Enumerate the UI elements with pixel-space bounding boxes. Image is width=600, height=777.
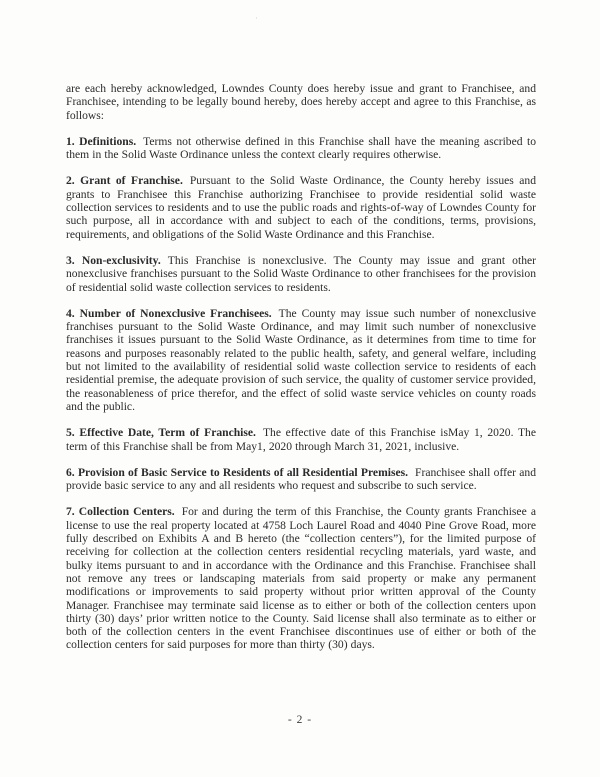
paragraph-text: Terms not otherwise defined in this Franchise shall have the meaning ascribed to them in the Solid Waste Ordinance unless the context clearly requires otherwise. — [66, 134, 536, 162]
paragraph — [66, 307, 536, 413]
document-body — [66, 82, 536, 665]
paragraph-text: Pursuant to the Solid Waste Ordinance, the County hereby issues and grants to Franchisee this Franchise authorizing Franchisee to provide residential solid waste collection services to residents and to use the public roads and rights-of-way of Lowndes County for such purpose, all in accordance with and subject to each of the conditions, terms, provisions, requirements, and obligations of the Solid Waste Ordinance and this Franchise. — [66, 174, 537, 241]
paragraph-heading: 4. Number of Nonexclusive Franchisees. — [66, 306, 272, 320]
paragraph-heading: 5. Effective Date, Term of Franchise. — [66, 426, 256, 440]
paragraph-text: are each hereby acknowledged, Lowndes County does hereby issue and grant to Franchisee, and Franchisee, intending to be legally bound hereby, does hereby accept and agree to this Franchise, as follows: — [66, 82, 536, 122]
paragraph — [66, 254, 536, 294]
paragraph-text: The County may issue such number of nonexclusive franchises pursuant to the Solid Waste Ordinance, and may limit such number of nonexclusive franchises it issues pursuant to the Solid Waste Ordinance, as it determines from time to time for reasons and purposes reasonably related to the public health, safety, and general welfare, including but not limited to the availability of residential solid waste collection service to residents of each residential premise, the adequate provision of such service, the quality of customer service provided, the reasonableness of price therefor, and the effect of solid waste service vehicles on county roads and the public. — [66, 306, 536, 413]
paragraph — [66, 466, 536, 493]
paragraph-text: Franchisee shall offer and provide basic service to any and all residents who request and subscribe to such service. — [66, 465, 536, 493]
paragraph-text: This Franchise is nonexclusive. The County may issue and grant other nonexclusive franchises pursuant to the Solid Waste Ordinance to other franchisees for the provision of residential solid waste collection services to residents. — [66, 253, 536, 294]
paragraph-heading: 7. Collection Centers. — [66, 505, 175, 519]
paragraph — [66, 426, 536, 453]
paragraph — [66, 174, 536, 240]
paragraph — [66, 82, 536, 122]
paragraph-heading: 1. Definitions. — [66, 134, 137, 148]
paragraph-heading: 2. Grant of Franchise. — [66, 174, 183, 188]
paragraph-heading: 3. Non-exclusivity. — [66, 253, 161, 267]
paragraph — [66, 135, 536, 162]
scan-smudge-mark: · — [255, 14, 258, 23]
paragraph-text: For and during the term of this Franchise, the County grants Franchisee a license to use the real property located at 4758 Loch Laurel Road and 4040 Pine Grove Road, more fully described on Exhibits A and B hereto (the “collection centers”), for the limited purpose of receiving for collection at the collection centers residential recycling materials, yard waste, and bulky items pursuant to and in accordance with the Ordinance and this Franchise. Franchisee shall not remove any trees or landscaping materials from said property or make any permanent modifications or improvements to said property without prior written approval of the County Manager. Franchisee may terminate said license as to either or both of the collection centers upon thirty (30) days’ prior written notice to the County. Said license shall also terminate as to either or both of the collection centers in the event Franchisee discontinues use of either or both of the collection centers for said purposes for more than thirty (30) days. — [66, 505, 536, 652]
paragraph-text: The effective date of this Franchise isMay 1, 2020. The term of this Franchise shall be from May1, 2020 through March 31, 2021, inclusive. — [66, 426, 536, 453]
paragraph-heading: 6. Provision of Basic Service to Residents of all Residential Premises. — [66, 465, 409, 479]
paragraph — [66, 505, 536, 651]
page-number: - 2 - — [287, 714, 313, 726]
